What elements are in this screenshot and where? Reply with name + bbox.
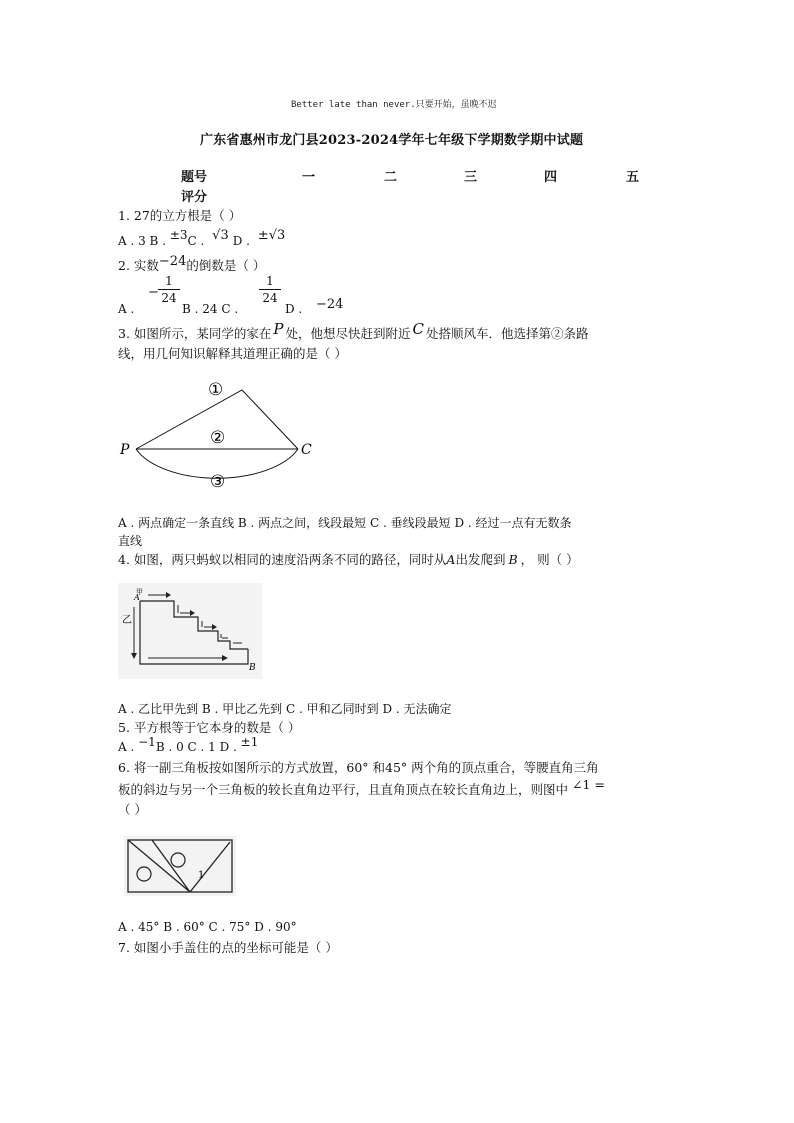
score-table-col-2: 二 (384, 170, 398, 185)
q3-fig-route-2: ② (210, 428, 226, 448)
q4-options: A . 乙比甲先到 B . 甲比乙先到 C . 甲和乙同时到 D . 无法确定 (118, 702, 452, 716)
q4-fig-label-a: A (134, 593, 140, 602)
q4-var-b: B (508, 552, 518, 567)
q3-fig-label-p: P (120, 442, 130, 458)
q5-option-a-label: A . (118, 740, 139, 754)
q3-line-1-b: 处，他想尽快赶到附近 (285, 326, 411, 341)
q2-option-a-fraction (158, 274, 180, 305)
q1-options (118, 228, 286, 249)
score-table-col-5: 五 (626, 170, 640, 185)
q2-option-a-denominator: 24 (161, 291, 177, 305)
q6-line-2-math: ∠1 = (572, 777, 605, 792)
q3-line-1-c: 处搭顺风车．他选择第②条路 (426, 326, 589, 341)
q3-line-2: 线，用几何知识解释其道理正确的是（ ） (118, 346, 347, 361)
q4-fig-label-b: B (249, 663, 256, 673)
q1-option-a: A . 3 B . (118, 234, 170, 248)
q5-options (118, 735, 259, 754)
q4-stem (118, 550, 579, 568)
q4-stem-a: 4. 如图，两只蚂蚁以相同的速度沿两条不同的路径，同时从 (118, 552, 447, 567)
q1-option-b-math: ±3 (169, 228, 188, 242)
q4-fig-label-jia: 甲 (136, 588, 143, 596)
q3-options-line-2: 直线 (118, 534, 143, 548)
q3-var-c: C (412, 320, 424, 338)
q1-option-c-math: √3 (212, 228, 229, 243)
q6-line-3: （ ） (118, 802, 147, 817)
score-table-row-label: 评分 (181, 190, 208, 205)
q2-stem-post: 的倒数是（ ） (186, 258, 266, 273)
score-table-header-label: 题号 (181, 170, 208, 185)
q6-line-1: 6. 将一副三角板按如图所示的方式放置，60° 和45° 两个角的顶点重合，等腰直角三角 (118, 760, 599, 775)
q6-line-2 (118, 777, 605, 798)
score-table-col-4: 四 (544, 170, 558, 185)
q3-route-figure (112, 372, 322, 500)
q3-fig-route-3: ③ (210, 472, 226, 492)
q1-option-c-label: C . (187, 234, 209, 248)
q5-stem: 5. 平方根等于它本身的数是（ ） (118, 720, 301, 735)
q2-option-c-fraction (259, 274, 281, 305)
q3-line-1-a: 3. 如图所示，某同学的家在 (118, 326, 272, 341)
q6-triangle-figure (124, 836, 236, 896)
q7-stem: 7. 如图小手盖住的点的坐标可能是（ ） (118, 940, 338, 955)
motto-header: Better late than never.只要开始，虽晚不迟 (291, 100, 497, 110)
q4-stem-b: 出发爬到 (455, 552, 506, 567)
q6-options: A . 45° B . 60° C . 75° D . 90° (118, 920, 297, 934)
q2-stem-math: −24 (158, 254, 187, 269)
page-title: 广东省惠州市龙门县2023-2024学年七年级下学期数学期中试题 (200, 133, 584, 148)
q2-option-a-label: A . (118, 302, 135, 316)
q3-options-line-1: A . 两点确定一条直线 B . 两点之间，线段最短 C . 垂线段最短 D . 经过一点有无数条 (118, 516, 572, 530)
q3-fig-label-c: C (301, 442, 312, 458)
score-table-col-1: 一 (302, 170, 316, 185)
q2-option-c-numerator: 1 (266, 274, 274, 288)
q2-option-a-sign: − (148, 285, 159, 300)
q2-option-a-numerator: 1 (165, 274, 173, 288)
q1-stem: 1. 27的立方根是（ ） (118, 208, 242, 223)
q5-option-d-math: ±1 (240, 735, 259, 749)
q2-option-c-denominator: 24 (262, 291, 278, 305)
q2-options-b-c: B . 24 C . (182, 302, 239, 316)
q2-option-d-math: −24 (316, 297, 344, 312)
q3-line-1 (118, 320, 589, 342)
q4-fig-label-yi: 乙 (122, 615, 132, 626)
q1-option-d-label: D . (232, 234, 254, 248)
q1-option-d-math: ±√3 (257, 228, 286, 243)
q3-fig-route-1: ① (208, 380, 224, 400)
q4-ant-path-figure (118, 583, 262, 679)
q2-option-d-label: D . (285, 302, 303, 316)
q2-stem-pre: 2. 实数 (118, 258, 159, 273)
q4-var-a: A (446, 552, 456, 567)
q3-var-p: P (273, 320, 284, 338)
q2-stem (118, 256, 265, 274)
score-table-col-3: 三 (464, 170, 478, 185)
q5-options-rest: B . 0 C . 1 D . (155, 740, 241, 754)
q5-option-a-math: −1 (138, 735, 156, 749)
q6-fig-angle-label: 1 (198, 870, 205, 881)
q6-line-2-a: 板的斜边与另一个三角板的较长直角边平行，且直角顶点在较长直角边上，则图中 (118, 782, 569, 797)
q4-stem-c: ， 则（ ） (520, 552, 579, 567)
